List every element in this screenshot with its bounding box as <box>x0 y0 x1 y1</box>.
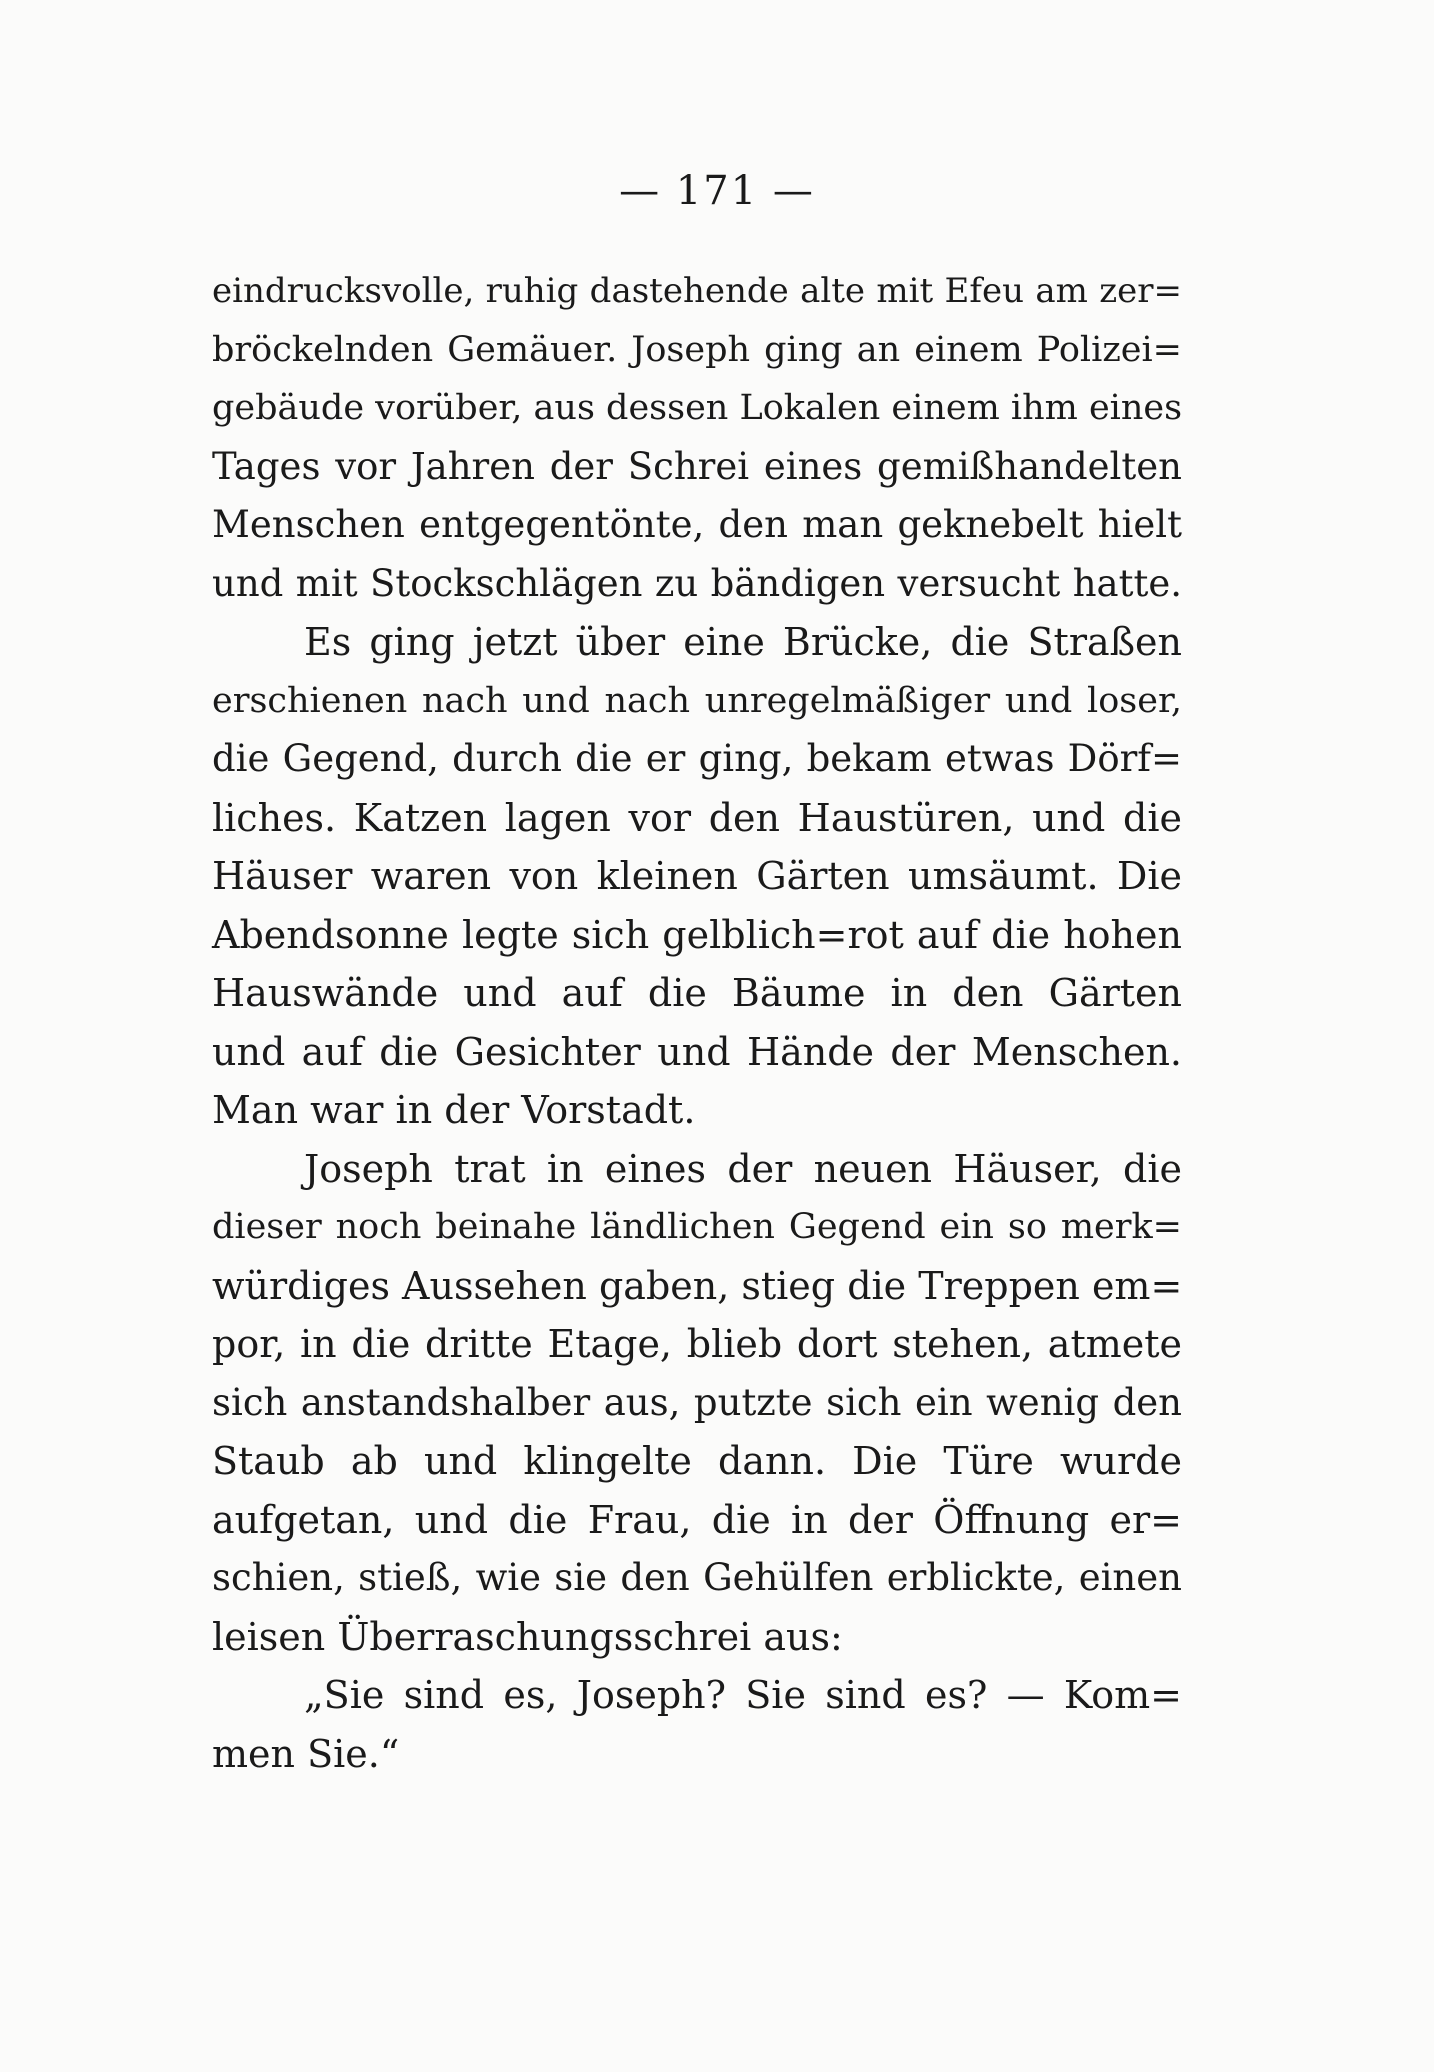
text-line: Häuser waren von kleinen Gärten umsäumt. Die <box>212 854 1182 898</box>
text-line: und auf die Gesichter und Hände der Menschen. <box>212 1029 1182 1074</box>
text-line: Tages vor Jahren der Schrei eines gemißhandelten <box>212 444 1182 488</box>
text-line: und mit Stockschlägen zu bändigen versucht hatte. <box>212 561 1182 605</box>
text-line: Hauswände und auf die Bäume in den Gärten <box>212 971 1182 1015</box>
text-line: Abendsonne legte sich gelblich=rot auf die hohen <box>212 912 1182 957</box>
text-line: schien, stieß, wie sie den Gehülfen erblickte, einen <box>212 1556 1182 1599</box>
body-text <box>212 262 1182 1783</box>
text-line: aufgetan, und die Frau, die in der Öffnung er= <box>212 1497 1182 1542</box>
text-line: eindrucksvolle, ruhig dastehende alte mit Efeu am zer= <box>212 271 1182 311</box>
page-number: — 171 — <box>619 168 815 214</box>
text-line: bröckelnden Gemäuer. Joseph ging an einem Polizei= <box>212 329 1182 370</box>
text-line: Joseph trat in eines der neuen Häuser, die <box>304 1146 1182 1191</box>
paragraph-2 <box>212 613 1182 1140</box>
text-line: liches. Katzen lagen vor den Haustüren, und die <box>212 795 1182 840</box>
text-line: por, in die dritte Etage, blieb dort stehen, atmete <box>212 1322 1182 1366</box>
text-line: gebäude vorüber, aus dessen Lokalen einem ihm eines <box>212 388 1183 428</box>
paragraph-3 <box>212 1140 1182 1667</box>
text-line: Menschen entgegentönte, den man geknebelt hielt <box>212 503 1182 546</box>
text-line: die Gegend, durch die er ging, bekam etwas Dörf= <box>212 737 1182 780</box>
text-line: würdiges Aussehen gaben, stieg die Treppen em= <box>212 1263 1183 1308</box>
text-line: erschienen nach und nach unregelmäßiger und loser, <box>212 680 1182 721</box>
text-line: „Sie sind es, Joseph? Sie sind es? — Kom= <box>304 1673 1182 1717</box>
text-line: leisen Überraschungsschrei aus: <box>212 1614 843 1659</box>
text-line: Staub ab und klingelte dann. Die Türe wurde <box>212 1439 1182 1483</box>
paragraph-4 <box>212 1666 1182 1783</box>
paragraph-1 <box>212 262 1182 613</box>
text-line: Man war in der Vorstadt. <box>212 1088 696 1132</box>
text-line: dieser noch beinahe ländlichen Gegend ein so merk= <box>212 1207 1182 1247</box>
text-line: men Sie.“ <box>212 1731 400 1776</box>
text-line: Es ging jetzt über eine Brücke, die Straßen <box>304 620 1182 664</box>
text-line: sich anstandshalber aus, putzte sich ein wenig den <box>212 1380 1182 1424</box>
